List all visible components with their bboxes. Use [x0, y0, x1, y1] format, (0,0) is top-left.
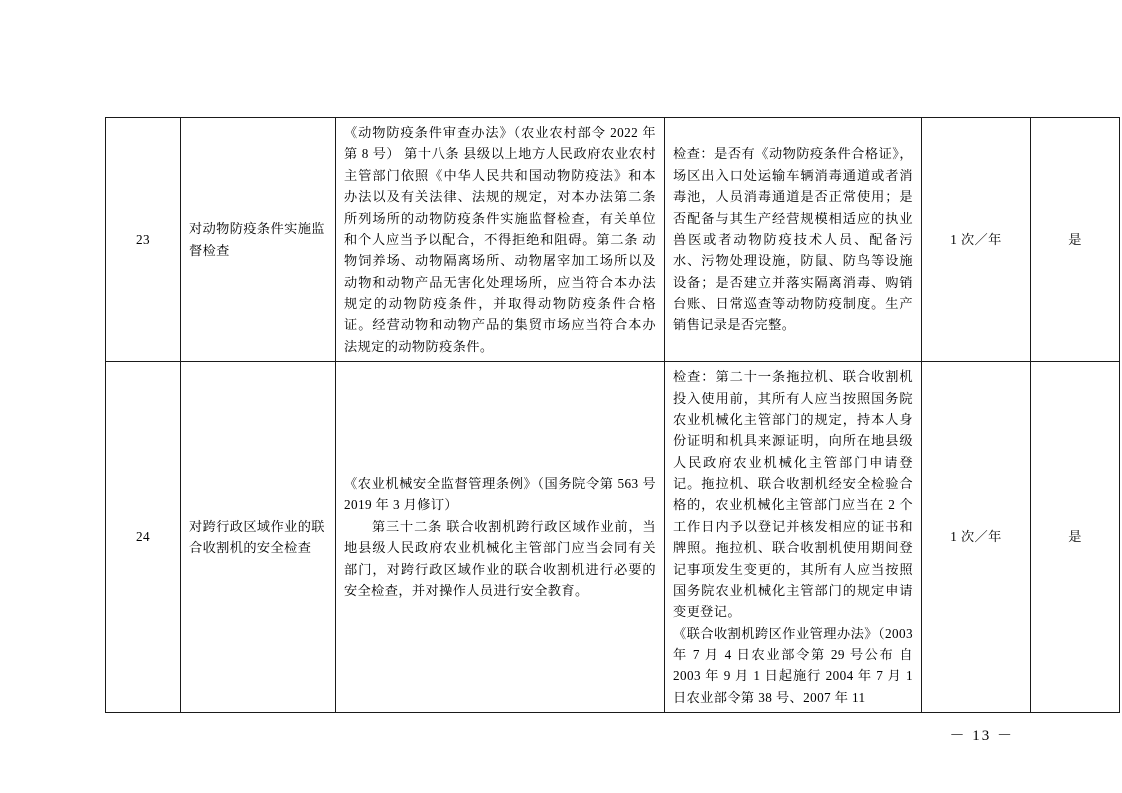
- flag-cell: [1031, 118, 1120, 362]
- inspection-content-paragraph: 检查：第二十一条拖拉机、联合收割机投入使用前，其所有人应当按照国务院农业机械化主管部门的规定，持本人身份证明和机具来源证明，向所在地县级人民政府农业机械化主管部门申请登记。拖拉机、联合收割机经安全检验合格的，农业机械化主管部门应当在 2 个工作日内予以登记并核发相应的证书和牌照。拖拉机、联合收割机使用期间登记事项发生变更的，其所有人应当按照国务院农业机械化主管部门的规定申请变更登记。: [673, 369, 913, 620]
- inspection-content-paragraph: 《联合收割机跨区作业管理办法》（2003 年 7 月 4 日农业部令第 29 号公布 自 2003 年 9 月 1 日起施行 2004 年 7 月 1 日农业部令第 38 号、2007 年 11: [673, 625, 913, 705]
- row-number: 23: [136, 231, 150, 247]
- legal-basis-cell: [336, 362, 665, 713]
- legal-basis-cell: [336, 118, 665, 362]
- flag-text: 是: [1068, 231, 1082, 247]
- frequency-text: 1 次／年: [950, 231, 1002, 247]
- table-row: [106, 118, 1120, 362]
- page-number: － 13 －: [949, 728, 1014, 744]
- inspection-content-cell: [665, 118, 922, 362]
- flag-cell: [1031, 362, 1120, 713]
- row-number: 24: [136, 529, 150, 545]
- inspection-item-cell: [181, 362, 336, 713]
- inspection-items-table: [105, 117, 1120, 713]
- row-number-cell: [106, 362, 181, 713]
- frequency-text: 1 次／年: [950, 529, 1002, 545]
- legal-basis-paragraph: 《农业机械安全监督管理条例》（国务院令第 563 号 2019 年 3 月修订）: [344, 476, 656, 513]
- flag-text: 是: [1068, 529, 1082, 545]
- table-row: [106, 362, 1120, 713]
- legal-basis-paragraph: 第三十二条 联合收割机跨行政区域作业前，当地县级人民政府农业机械化主管部门应当会同有关部门，对跨行政区域作业的联合收割机进行必要的安全检查，并对操作人员进行安全教育。: [344, 518, 656, 598]
- inspection-content-paragraph: 检查：是否有《动物防疫条件合格证》，场区出入口处运输车辆消毒通道或者消毒池，人员消毒通道是否正常使用；是否配备与其生产经营规模相适应的执业兽医或者动物防疫技术人员、配备污水、污物处理设施，防鼠、防鸟等设施设备；是否建立并落实隔离消毒、购销台账、日常巡查等动物防疫制度。生产销售记录是否完整。: [673, 146, 913, 333]
- frequency-cell: [922, 362, 1031, 713]
- row-number-cell: [106, 118, 181, 362]
- inspection-item-cell: [181, 118, 336, 362]
- inspection-item-text: 对动物防疫条件实施监督检查: [189, 221, 325, 258]
- frequency-cell: [922, 118, 1031, 362]
- legal-basis-paragraph: 《动物防疫条件审查办法》（农业农村部令 2022 年第 8 号） 第十八条 县级以上地方人民政府农业农村主管部门依照《中华人民共和国动物防疫法》和本办法以及有关法律、法规的规定，对本办法第二条所列场所的动物防疫条件实施监督检查，有关单位和个人应当予以配合，不得拒绝和阻碍。第二条 动物饲养场、动物隔离场所、动物屠宰加工场所以及动物和动物产品无害化处理场所，应当符合本办法规定的动物防疫条件，并取得动物防疫条件合格证。经营动物和动物产品的集贸市场应当符合本办法规定的动物防疫条件。: [344, 125, 656, 354]
- inspection-content-cell: [665, 362, 922, 713]
- inspection-item-text: 对跨行政区域作业的联合收割机的安全检查: [189, 518, 325, 556]
